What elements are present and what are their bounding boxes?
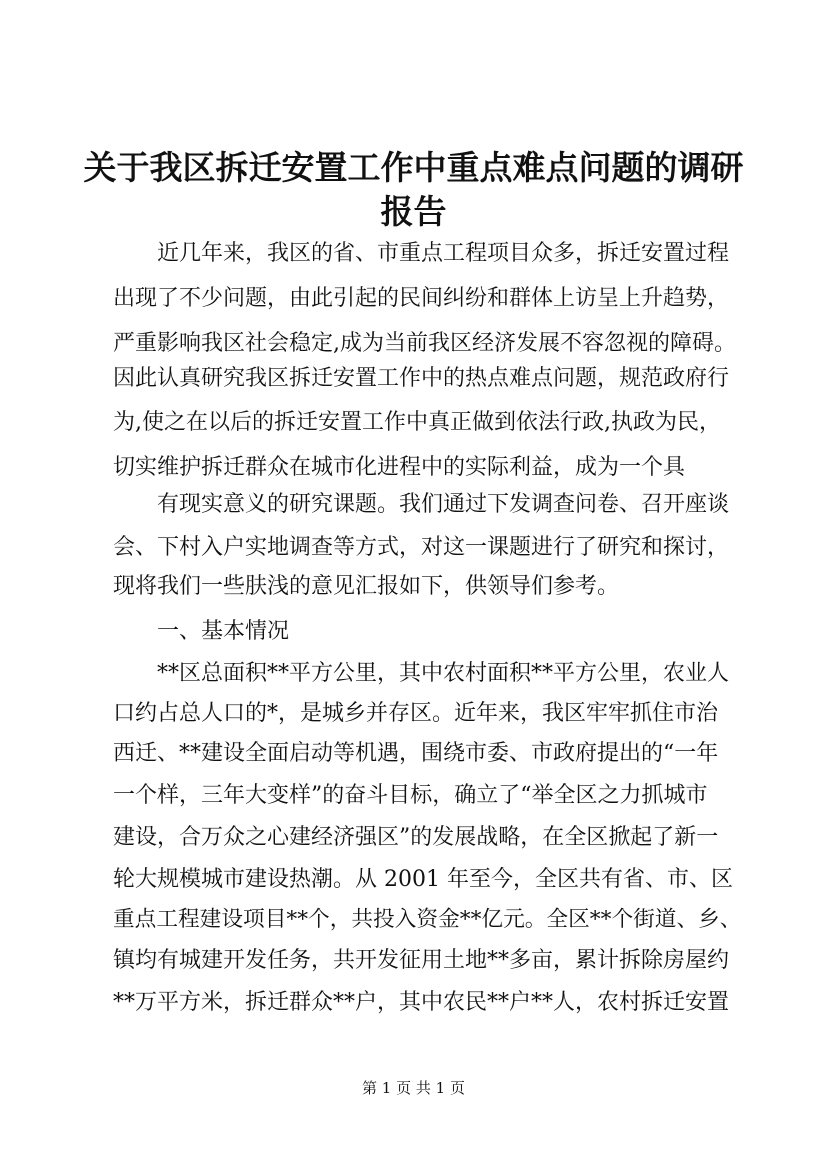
body-line-1: 近几年来，我区的省、市重点工程项目众多，拆迁安置过程 — [157, 241, 730, 266]
body-line-9: 现将我们一些肤浅的意见汇报如下，供领导们参考。 — [113, 574, 620, 599]
body-line-4: 因此认真研究我区拆迁安置工作中的热点难点问题，规范政府行 — [113, 366, 730, 391]
body-line-3: 严重影响我区社会稳定,成为当前我区经济发展不容忽视的障碍。 — [113, 331, 736, 356]
document-title-line-1: 关于我区拆迁安置工作中重点难点问题的调研 — [83, 148, 744, 187]
section-heading-basic-info: 一、基本情况 — [157, 619, 290, 644]
document-title-line-2: 报告 — [380, 192, 447, 231]
page-footer: 第 1 页 共 1 页 — [362, 1079, 465, 1097]
body-line-13: 西迁、**建设全面启动等机遇，围绕市委、市政府提出的“一年 — [113, 741, 719, 766]
body-line-2: 出现了不少问题，由此引起的民间纠纷和群体上访呈上升趋势， — [113, 286, 730, 311]
body-line-5: 为,使之在以后的拆迁安置工作中真正做到依法行政,执政为民， — [113, 410, 721, 435]
body-line-17: 重点工程建设项目**个，共投入资金**亿元。全区**个街道、乡、 — [113, 907, 742, 932]
body-line-15: 建设，合万众之心建经济强区”的发展战略，在全区掀起了新一 — [113, 825, 719, 850]
body-line-11: **区总面积**平方公里，其中农村面积**平方公里，农业人 — [157, 661, 730, 686]
body-line-7: 有现实意义的研究课题。我们通过下发调查问卷、召开座谈 — [157, 492, 730, 517]
body-line-12: 口约占总人口的*，是城乡并存区。近年来，我区牢牢抓住市治 — [113, 701, 719, 726]
body-line-6: 切实维护拆迁群众在城市化进程中的实际利益，成为一个具 — [113, 455, 686, 480]
body-line-19: **万平方米，拆迁群众**户，其中农民**户**人，农村拆迁安置 — [113, 990, 730, 1015]
body-line-16: 轮大规模城市建设热潮。从 2001 年至今，全区共有省、市、区 — [113, 867, 733, 892]
body-line-8: 会、下村入户实地调查等方式，对这一课题进行了研究和探讨， — [113, 535, 730, 560]
body-line-18: 镇均有城建开发任务，共开发征用土地**多亩，累计拆除房屋约 — [113, 948, 730, 973]
body-line-14: 一个样，三年大变样”的奋斗目标，确立了“举全区之力抓城市 — [113, 783, 708, 808]
